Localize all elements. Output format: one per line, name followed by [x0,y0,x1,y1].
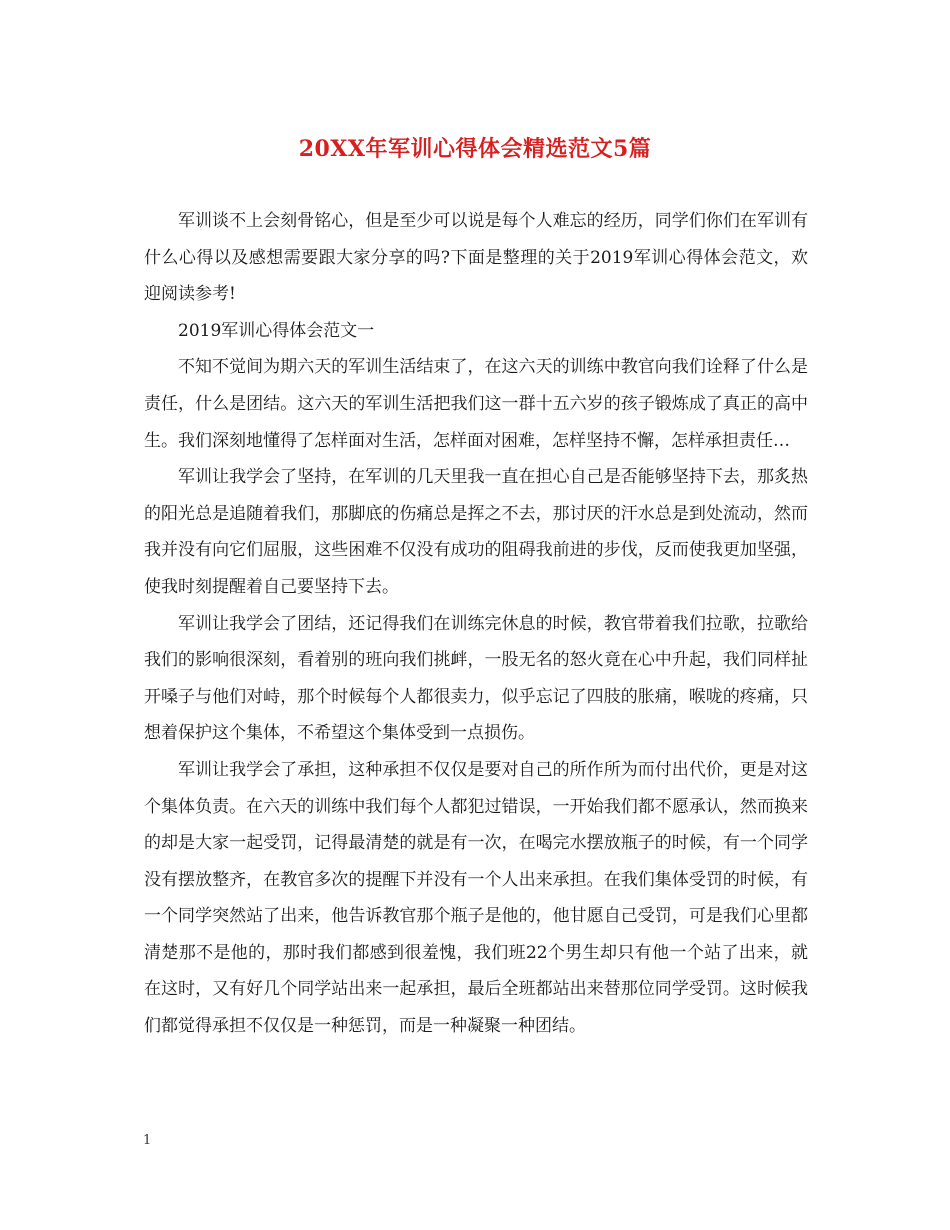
intro-paragraph: 军训谈不上会刻骨铭心，但是至少可以说是每个人难忘的经历，同学们你们在军训有什么心得以及感想需要跟大家分享的吗?下面是整理的关于2019军训心得体会范文，欢迎阅读参考! [144,211,808,305]
body-paragraph: 军训让我学会了坚持，在军训的几天里我一直在担心自己是否能够坚持下去，那炙热的阳光总是追随着我们，那脚底的伤痛总是挥之不去，那讨厌的汗水总是到处流动，然而我并没有向它们屈服，这些困难不仅没有成功的阻碍我前进的步伐，反而使我更加坚强，使我时刻提醒着自己要坚持下去。 [144,467,808,597]
body-paragraph: 军训让我学会了承担，这种承担不仅仅是要对自己的所作所为而付出代价，更是对这个集体负责。在六天的训练中我们每个人都犯过错误，一开始我们都不愿承认，然而换来的却是大家一起受罚，记得最清楚的就是有一次，在喝完水摆放瓶子的时候，有一个同学没有摆放整齐，在教官多次的提醒下并没有一个人出来承担。在我们集体受罚的时候，有一个同学突然站了出来，他告诉教官那个瓶子是他的，他甘愿自己受罚，可是我们心里都清楚那不是他的，那时我们都感到很羞愧，我们班22个男生却只有他一个站了出来，就在这时，又有好几个同学站出来一起承担，最后全班都站出来替那位同学受罚。这时候我们都觉得承担不仅仅是一种惩罚，而是一种凝聚一种团结。 [144,759,808,1037]
body-paragraph: 军训让我学会了团结，还记得我们在训练完休息的时候，教官带着我们拉歌，拉歌给我们的影响很深刻，看着别的班向我们挑衅，一股无名的怒火竟在心中升起，我们同样扯开嗓子与他们对峙，那个时候每个人都很卖力，似乎忘记了四肢的胀痛，喉咙的疼痛，只想着保护这个集体，不希望这个集体受到一点损伤。 [144,613,808,744]
document-title: 20XX年军训心得体会精选范文5篇 [298,136,652,162]
body-paragraph: 不知不觉间为期六天的军训生活结束了，在这六天的训练中教官向我们诠释了什么是责任，什么是团结。这六天的军训生活把我们这一群十五六岁的孩子锻炼成了真正的高中生。我们深刻地懂得了怎样面对生活，怎样面对困难，怎样坚持不懈，怎样承担责任… [144,357,808,451]
document-body [144,203,808,1045]
section-heading: 2019军训心得体会范文一 [178,320,375,341]
page-number: 1 [143,1133,152,1148]
